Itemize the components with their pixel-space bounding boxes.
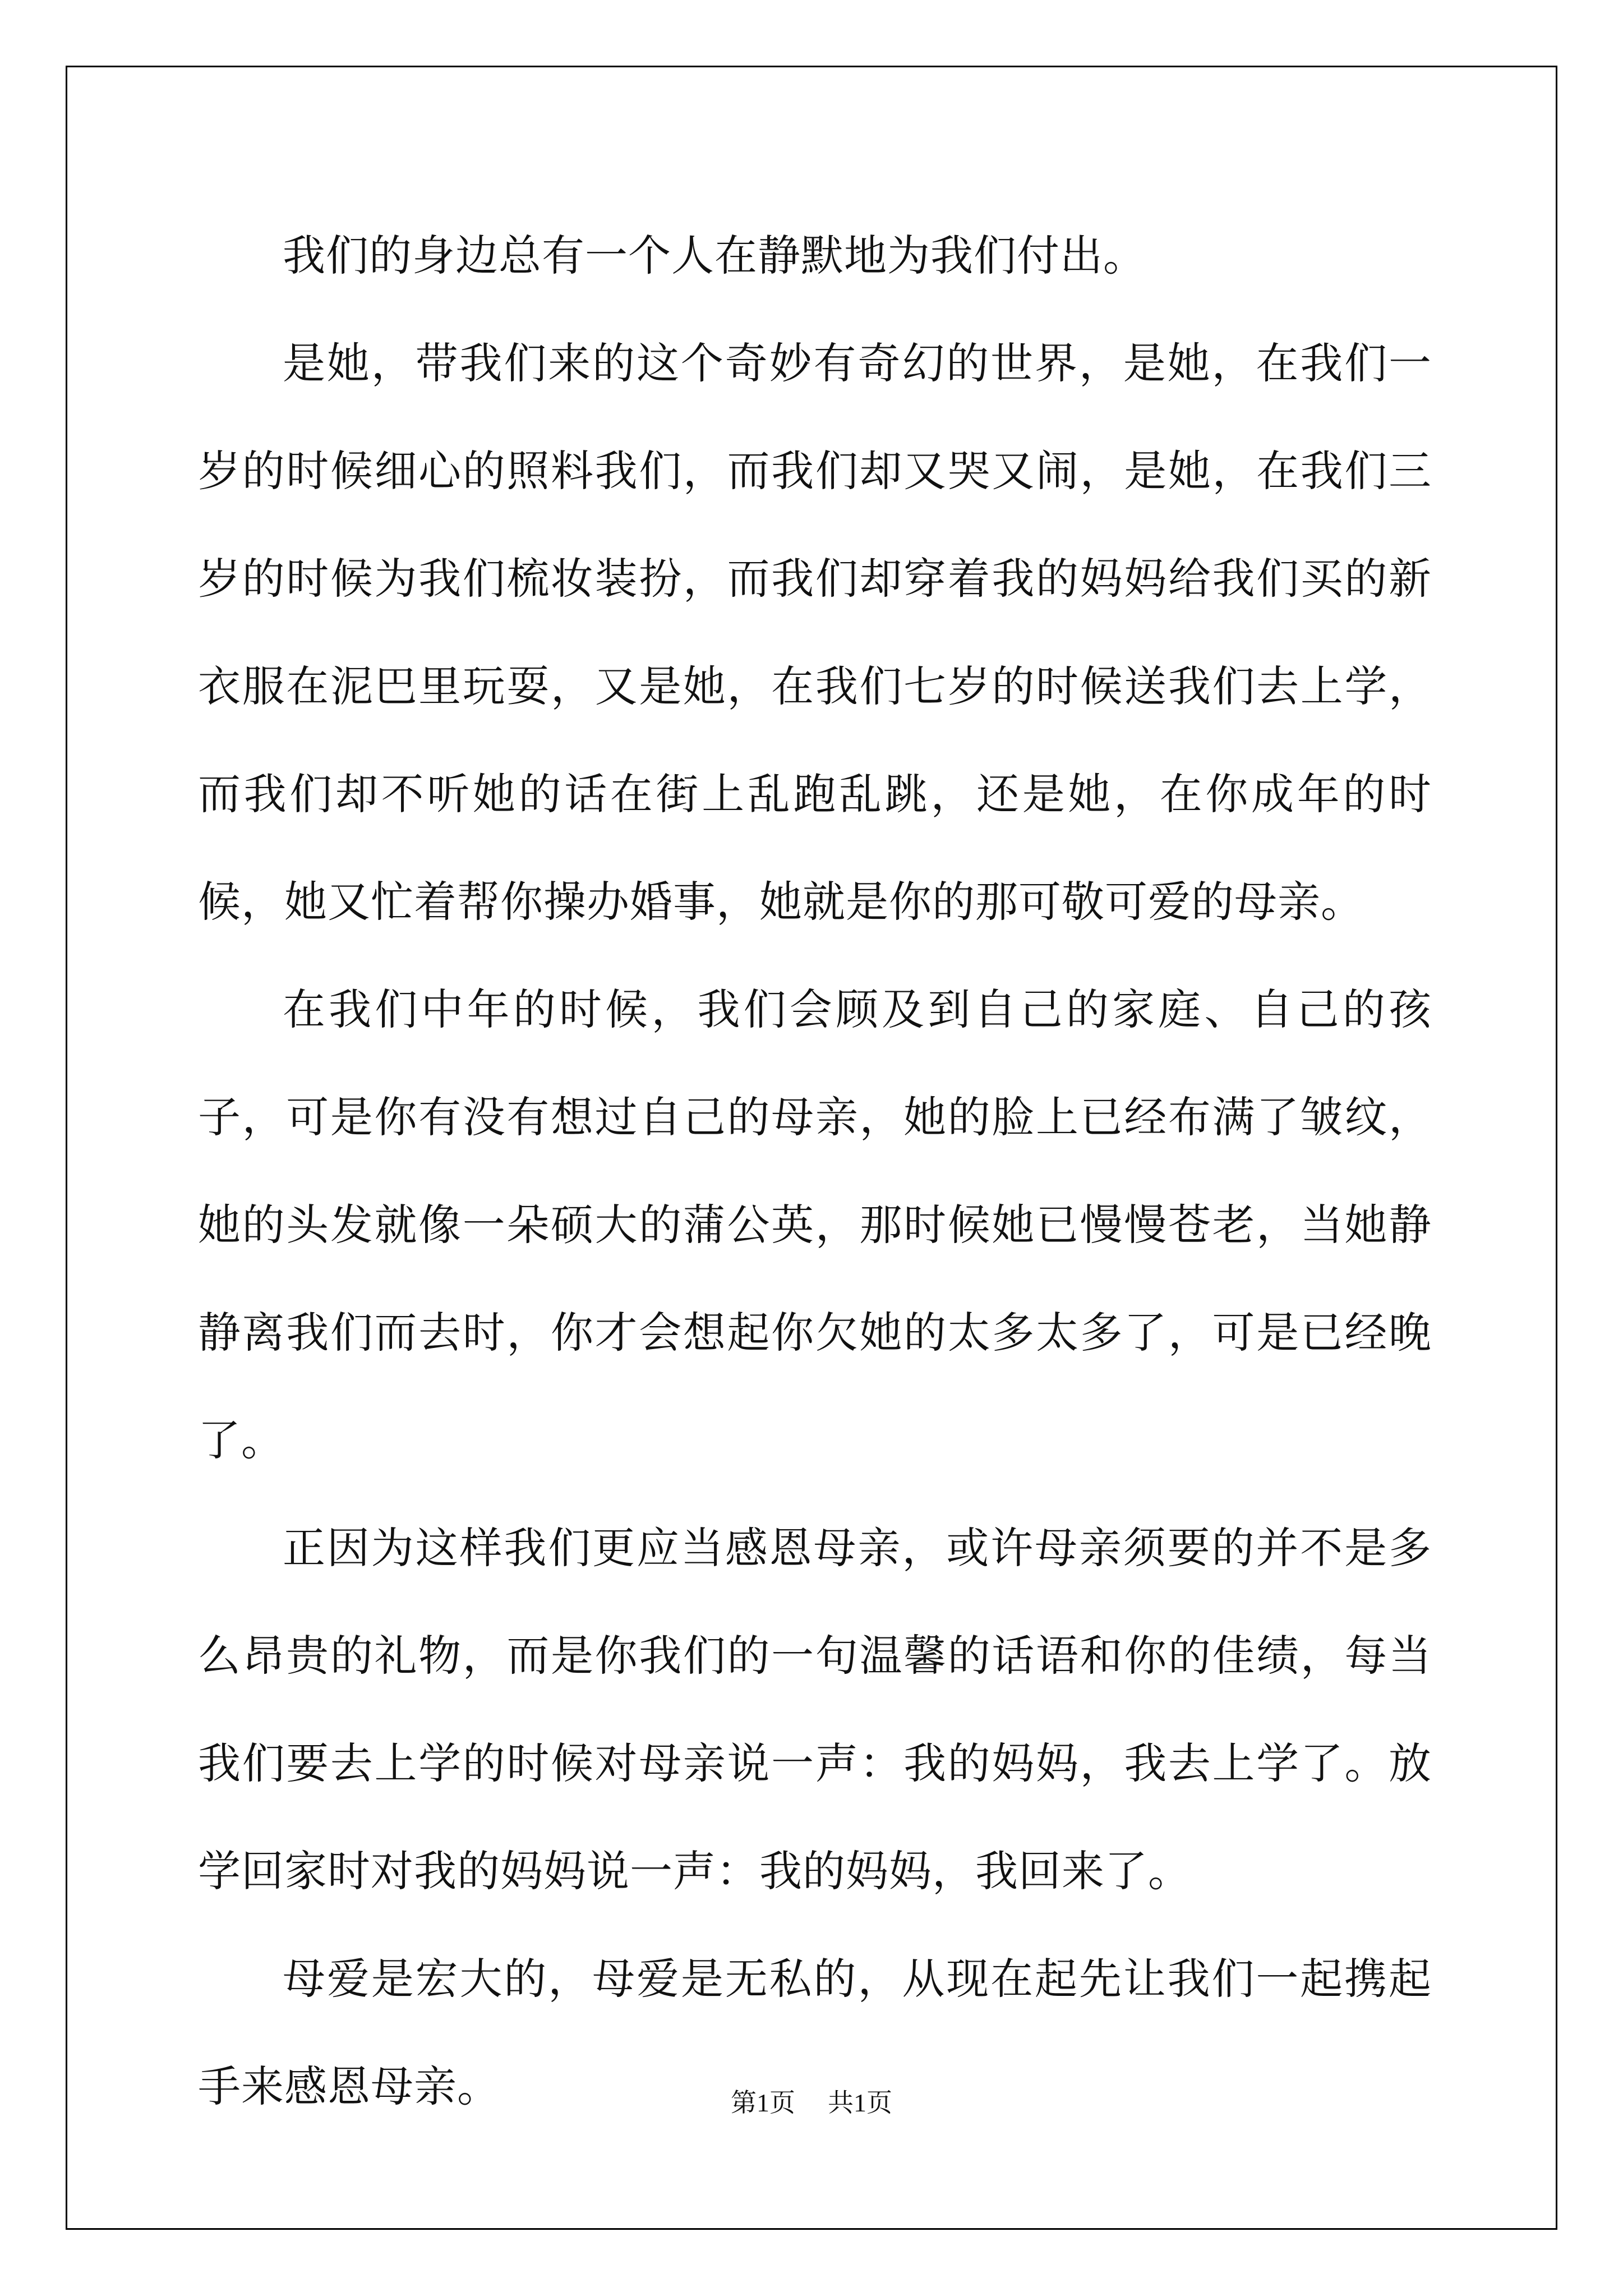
page-footer — [0, 2082, 1623, 2119]
paragraph-4: 正因为这样我们更应当感恩母亲，或许母亲须要的并不是多么昂贵的礼物，而是你我们的一句温馨的话语和你的佳绩，每当我们要去上学的时候对母亲说一声：我的妈妈，我去上学了。放学回家时对我的妈妈说一声：我的妈妈，我回来了。 — [198, 1523, 1432, 1896]
paragraph-2: 是她，带我们来的这个奇妙有奇幻的世界，是她，在我们一岁的时候细心的照料我们，而我们却又哭又闹，是她，在我们三岁的时候为我们梳妆装扮，而我们却穿着我的妈妈给我们买的新衣服在泥巴里玩耍，又是她，在我们七岁的时候送我们去上学，而我们却不听她的话在街上乱跑乱跳，还是她，在你成年的时候，她又忙着帮你操办婚事，她就是你的那可敬可爱的母亲。 — [198, 338, 1432, 927]
paragraph-5: 母爱是宏大的，母爱是无私的，从现在起先让我们一起携起手来感恩母亲。 — [198, 1954, 1432, 2111]
document-body — [198, 202, 1432, 2141]
page-number: 第1页 — [731, 2088, 795, 2117]
paragraph-3: 在我们中年的时候，我们会顾及到自己的家庭、自己的孩子，可是你有没有想过自己的母亲，她的脸上已经布满了皱纹，她的头发就像一朵硕大的蒲公英，那时候她已慢慢苍老，当她静静离我们而去时，你才会想起你欠她的太多太多了，可是已经晚了。 — [198, 984, 1432, 1465]
paragraph-1: 我们的身边总有一个人在静默地为我们付出。 — [283, 231, 1146, 280]
page-total: 共1页 — [828, 2088, 892, 2117]
